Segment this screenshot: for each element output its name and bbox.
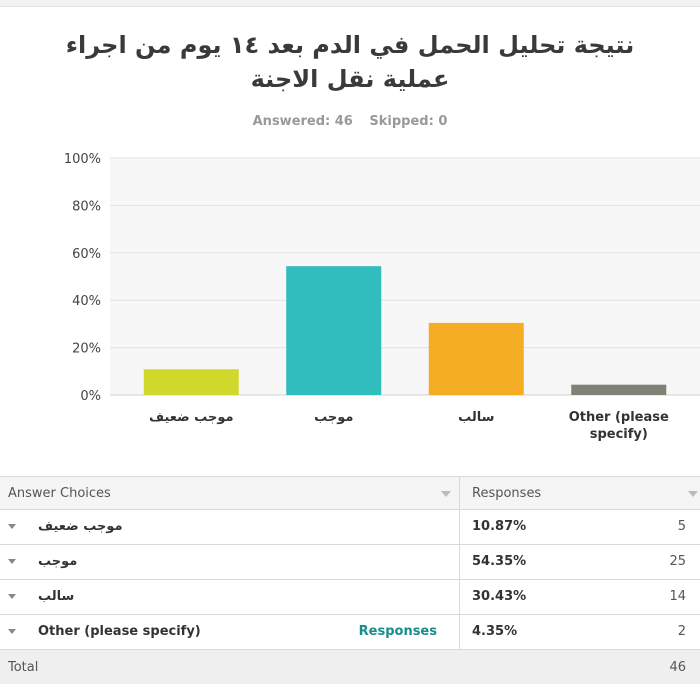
skipped-count: Skipped: 0 <box>369 114 448 129</box>
response-count: 5 <box>677 519 686 534</box>
expand-caret-icon[interactable] <box>8 524 16 529</box>
plot-background <box>110 158 700 395</box>
y-tick-label: 80% <box>72 199 101 215</box>
total-label: Total <box>8 660 39 675</box>
results-table <box>0 476 700 684</box>
page-title <box>60 28 640 96</box>
choice-label: سالب <box>38 589 75 604</box>
expand-caret-icon[interactable] <box>8 594 16 599</box>
x-category-label: specify) <box>589 427 648 442</box>
answer-choices-header[interactable] <box>0 477 460 509</box>
expand-caret-icon[interactable] <box>8 559 16 564</box>
table-header-row <box>0 476 700 510</box>
answer-choices-label: Answer Choices <box>8 486 111 501</box>
response-percent: 54.35% <box>472 554 527 569</box>
title-line-2: عملية نقل الاجنة <box>250 65 450 93</box>
y-tick-label: 60% <box>72 246 101 262</box>
response-percent: 30.43% <box>472 589 527 604</box>
response-percent: 10.87% <box>472 519 527 534</box>
choice-label: Other (please specify) <box>38 624 201 639</box>
bar <box>429 323 524 395</box>
y-tick-label: 40% <box>72 294 101 310</box>
choice-label: موجب <box>38 554 78 569</box>
total-value: 46 <box>669 660 686 675</box>
y-tick-label: 100% <box>63 152 101 167</box>
other-responses-link[interactable]: Responses <box>358 624 437 639</box>
table-row <box>0 580 700 615</box>
x-category-label: Other (please <box>568 410 669 425</box>
table-row <box>0 615 700 650</box>
response-count: 14 <box>669 589 686 604</box>
sort-arrow-icon[interactable] <box>688 491 698 497</box>
bar <box>144 369 239 395</box>
bar-chart <box>0 140 700 470</box>
table-row <box>0 545 700 580</box>
responses-header[interactable] <box>460 477 700 509</box>
response-count: 2 <box>677 624 686 639</box>
expand-caret-icon[interactable] <box>8 629 16 634</box>
x-category-label: سالب <box>458 410 495 425</box>
choice-label: موجب ضعيف <box>38 519 123 534</box>
sort-arrow-icon[interactable] <box>441 491 451 497</box>
total-row <box>0 650 700 684</box>
response-count: 25 <box>669 554 686 569</box>
answered-count: Answered: 46 <box>252 114 353 129</box>
top-border <box>0 0 700 7</box>
response-percent: 4.35% <box>472 624 518 639</box>
bar <box>286 266 381 395</box>
bar <box>571 385 666 395</box>
response-stats <box>0 114 700 129</box>
y-tick-label: 20% <box>72 341 101 357</box>
responses-label: Responses <box>472 486 542 501</box>
x-category-label: موجب <box>314 410 354 425</box>
x-category-label: موجب ضعيف <box>148 410 234 425</box>
table-row <box>0 510 700 545</box>
title-line-1: نتيجة تحليل الحمل في الدم بعد ١٤ يوم من اجراء <box>65 31 635 59</box>
y-tick-label: 0% <box>80 389 101 404</box>
